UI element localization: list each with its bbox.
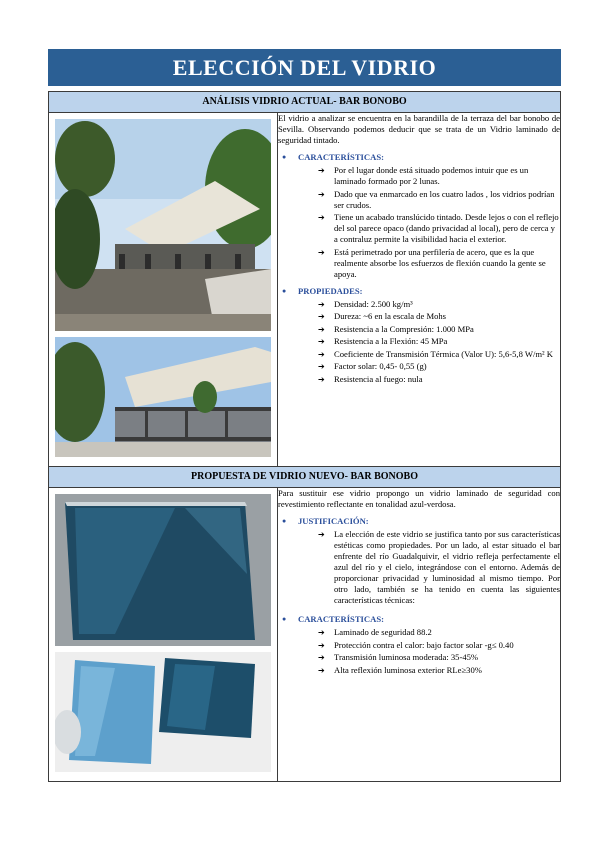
list-item: ➔ Resistencia al fuego: nula bbox=[334, 374, 560, 385]
list-item: ➔ Resistencia a la Flexión: 45 MPa bbox=[334, 336, 560, 347]
section2-images bbox=[49, 488, 278, 782]
list-item: ➔ Coeficiente de Transmisión Térmica (Valor U): 5,6-5,8 W/m² K bbox=[334, 349, 560, 360]
list-item: ➔ Transmisión luminosa moderada: 35-45% bbox=[334, 652, 560, 663]
list-item: ➔ Laminado de seguridad 88.2 bbox=[334, 627, 560, 638]
section2-header: PROPUESTA DE VIDRIO NUEVO- BAR BONOBO bbox=[49, 467, 561, 488]
glass-sample-photo bbox=[55, 494, 271, 646]
list-item: ➔ La elección de este vidrio se justifica tanto por sus características estéticas como propiedades. Por un lado, al estar situado el bar enfrente del río Guadalquivir, el vidrio refleja perfectamente el azul del río y el cielo, integrándose con el entorno. Además de proporcionar privacidad y luminosidad al mismo tiempo. Por otro lado, también se ha tenido en cuenta las siguientes características técnicas: bbox=[334, 529, 560, 606]
section2-caract-heading: ● CARACTERÍSTICAS: bbox=[298, 614, 560, 625]
section1-caract-heading: ● CARACTERÍSTICAS: bbox=[298, 152, 560, 163]
list-item: ➔ Alta reflexión luminosa exterior RLe≥30% bbox=[334, 665, 560, 676]
section2-caract-list bbox=[278, 627, 560, 676]
section2-just-list bbox=[278, 529, 560, 606]
section2-just-heading: ● JUSTIFICACIÓN: bbox=[298, 516, 560, 527]
content-table bbox=[48, 91, 561, 782]
section1-prop-heading: ● PROPIEDADES: bbox=[298, 286, 560, 297]
list-item: ➔ Tiene un acabado translúcido tintado. Desde lejos o con el reflejo del sol parece opaco (dando privacidad al local), pero de cerca y a contraluz permite la visibilidad hacia el exterior. bbox=[334, 212, 560, 245]
list-item: ➔ Protección contra el calor: bajo factor solar -g≤ 0.40 bbox=[334, 640, 560, 651]
section1-intro: El vidrio a analizar se encuentra en la barandilla de la terraza del bar bonobo de Sevilla. Observando podemos deducir que se trata de un Vidrio laminado de seguridad tintado. bbox=[278, 113, 560, 145]
list-item: ➔ Densidad: 2.500 kg/m³ bbox=[334, 299, 560, 310]
list-item: ➔ Dado que va enmarcado en los cuatro lados , los vidrios podrían ser crudos. bbox=[334, 189, 560, 211]
page-title: ELECCIÓN DEL VIDRIO bbox=[48, 49, 561, 86]
list-item: ➔ Por el lugar donde está situado podemos intuir que es un laminado formado por 2 lunas. bbox=[334, 165, 560, 187]
section1-images bbox=[49, 113, 278, 467]
section1-text bbox=[278, 113, 561, 467]
section2-text bbox=[278, 488, 561, 782]
list-item: ➔ Dureza: ~6 en la escala de Mohs bbox=[334, 311, 560, 322]
section2-intro: Para sustituir ese vidrio propongo un vidrio laminado de seguridad con revestimiento reflectante en tonalidad azul-verdosa. bbox=[278, 488, 560, 509]
section1-caract-list bbox=[278, 165, 560, 280]
list-item: ➔ Factor solar: 0,45- 0,55 (g) bbox=[334, 361, 560, 372]
railing-photo bbox=[55, 337, 271, 457]
list-item: ➔ Está perimetrado por una perfilería de acero, que es la que realmente absorbe los esfuerzos de flexión cuando la gente se apoya. bbox=[334, 247, 560, 280]
list-item: ➔ Resistencia a la Compresión: 1.000 MPa bbox=[334, 324, 560, 335]
terrace-photo bbox=[55, 119, 271, 331]
section1-header: ANÁLISIS VIDRIO ACTUAL- BAR BONOBO bbox=[49, 92, 561, 113]
glass-samples-photo bbox=[55, 652, 271, 772]
section1-prop-list bbox=[278, 299, 560, 385]
